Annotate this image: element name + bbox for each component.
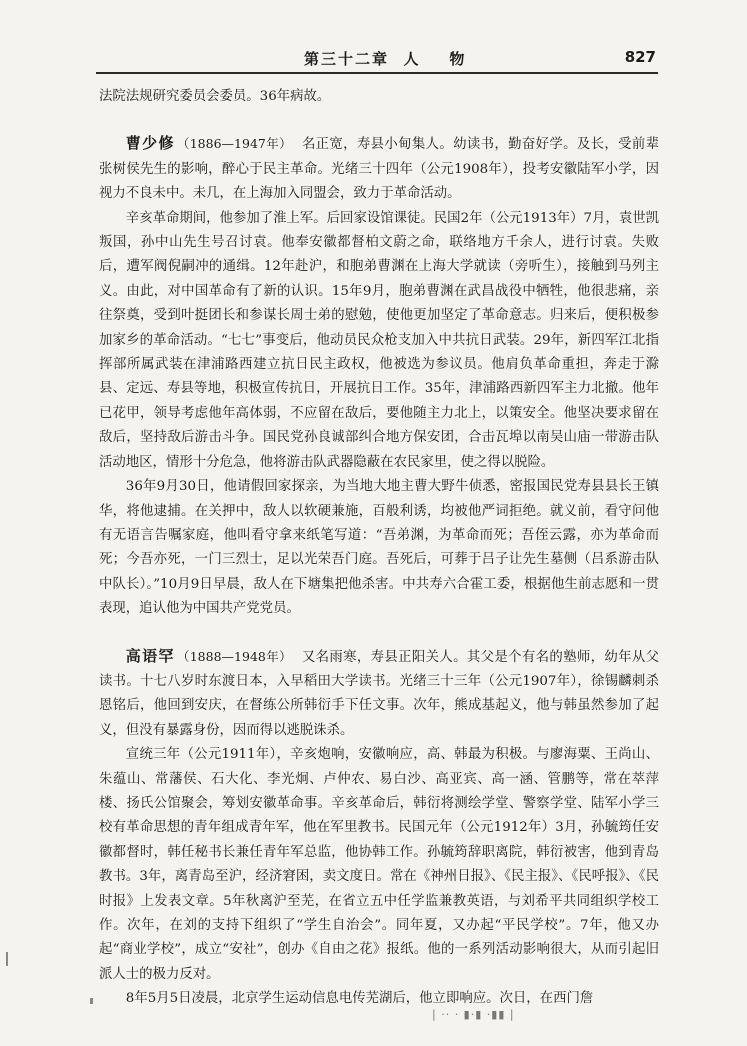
footer-marks: | ·· · ▮·▮ ·▮▮ |	[432, 1008, 515, 1021]
bio-gao-yuhan	[99, 644, 659, 1012]
bio-name: 曹少修	[125, 134, 175, 153]
bio-paragraph: 又名雨寒，寿县正阳关人。其父是个有名的塾师，幼年从父读书。十七八岁时东渡日本，入早稻田大学读书。光绪三十三年（公元1907年），徐锡麟刺杀恩铭后，他回到安庆，在督练公所韩衍手下任文事。次年，熊成基起义，他与韩虽然参加了起义，但没有暴露身份，因而得以逃脱诛杀。	[99, 649, 660, 738]
scan-artifact-mark	[6, 952, 8, 966]
bio-lead-paragraph	[99, 131, 659, 206]
running-header	[96, 46, 656, 70]
section-gap	[99, 109, 659, 131]
bio-years: （1888—1948年）	[176, 648, 292, 664]
page-body	[99, 85, 659, 1012]
header-rule	[96, 72, 658, 74]
bio-paragraph: 宣统三年（公元1911年），辛亥炮响，安徽响应，高、韩最为积极。与廖海粟、王尚山、朱蕴山、常藩侯、石大化、李光炯、卢仲农、易白沙、高亚宾、高一涵、管鹏等，常在萃萍楼、扬氏公馆聚会，筹划安徽革命事。辛亥革命后，韩衍将测绘学堂、警察学堂、陆军小学三校有革命思想的青年组成青年军，他在军里教书。民国元年（公元1912年）3月，孙毓筠任安徽都督时，韩任秘书长兼任青年军总监，他协韩工作。孙毓筠辞职离院，韩衍被害，他到青岛教书。3年，离青岛至沪，经济窘困，卖文度日。常在《神州日报》、《民主报》、《民呼报》、《民时报》上发表文章。5年秋离沪至芜，在省立五中任学监兼教英语，与刘希平共同组织学校工作。次年，在刘的支持下组织了“学生自治会”。同年夏，又办起“平民学校”。7年，他又办起“商业学校”，成立“安社”，创办《自由之花》报纸。他的一系列活动影响很大，从而引起旧派人士的极力反对。	[99, 747, 659, 982]
section-gap	[99, 622, 659, 644]
bio-lead-paragraph	[99, 644, 659, 744]
bio-years: （1886—1947年）	[176, 136, 292, 152]
bio-paragraph: 8年5月5日凌晨，北京学生运动信息电传芜湖后，他立即响应。次日，在西门詹	[125, 991, 594, 1007]
bio-paragraph: 36年9月30日，他请假回家探亲，为当地大地主曹大野牛侦悉，密报国民党寿县县长王镇华，将他逮捕。在关押中，敌人以软硬兼施，百般利诱，均被他严词拒绝。就义前，看守问他有无语言告嘱家庭，他叫看守拿来纸笔写道：“吾弟渊，为革命而死；吾侄云露，亦为革命而死；今吾亦死，一门三烈士，足以光荣吾门庭。吾死后，可葬于吕子让先生墓侧（吕系游击队中队长）。”10月9日早晨，敌人在下塘集把他杀害。中共寿六合霍工委，根据他生前志愿和一贯表现，追认他为中国共产党党员。	[99, 479, 659, 617]
bio-name: 高语罕	[125, 646, 175, 665]
bio-paragraph: 辛亥革命期间，他参加了淮上军。后回家设馆课徒。民国2年（公元1913年）7月，袁世凯叛国，孙中山先生号召讨袁。他奉安徽都督柏文蔚之命，联络地方千余人，进行讨袁。失败后，遭军阀倪嗣冲的通缉。12年赴沪，和胞弟曹渊在上海大学就读（旁听生），接触到马列主义。由此，对中国革命有了新的认识。15年9月，胞弟曹渊在武昌战役中牺牲，他很悲痛，亲往祭奠，受到叶挺团长和参谋长周士弟的慰勉，使他更加坚定了革命意志。归来后，便积极参加家乡的革命活动。“七七”事变后，他动员民众枪支加入中共抗日武装。29年，新四军江北指挥部所属武装在津浦路西建立抗日民主政权，他被选为参议员。他肩负革命重担，奔走于滁县、定远、寿县等地，积极宣传抗日，开展抗日工作。35年，津浦路西新四军主力北撤。他年已花甲，领导考虑他年高体弱，不应留在敌后，要他随主力北上，以策安全。他坚决要求留在敌后，坚持敌后游击斗争。国民党孙良诚部纠合地方保安团，合击瓦埠以南吴山庙一带游击队活动地区，情形十分危急，他将游击队武器隐蔽在农民家里，使之得以脱险。	[99, 210, 659, 470]
intro-line: 法院法规研究委员会委员。36年病故。	[99, 89, 331, 104]
bio-paragraph: 名正宽，寿县小甸集人。幼读书，勤奋好学。及长，受前辈张树侯先生的影响，醉心于民主革命。光绪三十四年（公元1908年），投考安徽陆军小学，因视力不良未中。未几，在上海加入同盟会，致力于革命活动。	[99, 137, 660, 202]
page-number: 827	[624, 48, 656, 66]
bio-cao-shaoxiu	[99, 131, 659, 621]
scan-artifact-mark	[90, 998, 93, 1004]
chapter-title: 第三十二章 人 物	[304, 50, 467, 68]
